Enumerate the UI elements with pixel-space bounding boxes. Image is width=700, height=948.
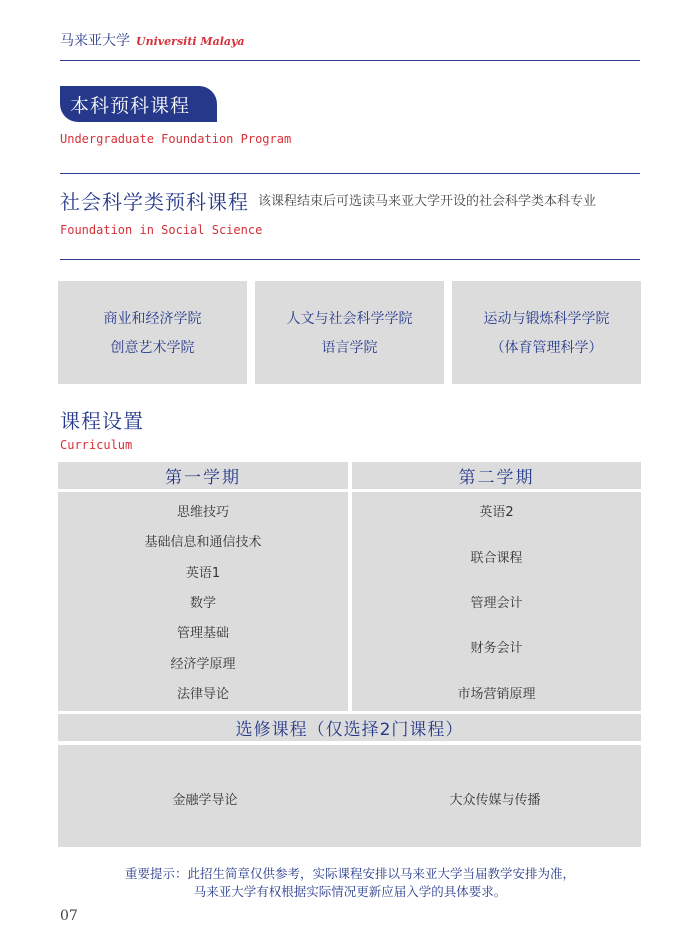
semester2-header	[352, 462, 641, 489]
program-title: 本科预科课程	[70, 94, 191, 117]
faculty-line: 创意艺术学院	[110, 340, 195, 356]
section-divider-top	[60, 173, 640, 174]
list-item: 管理基础	[176, 626, 229, 641]
program-title-badge	[60, 86, 217, 122]
list-item: 经济学原理	[170, 657, 236, 672]
section-divider-bottom	[60, 259, 640, 260]
faculty-box-humanities	[255, 281, 444, 384]
faculty-line: 运动与锻炼科学学院	[483, 311, 610, 327]
semester2-label: 第二学期	[458, 468, 535, 488]
list-item: 联合课程	[470, 551, 523, 566]
electives-header	[58, 714, 641, 741]
faculty-box-business	[58, 281, 247, 384]
electives-label: 选修课程（仅选择2门课程）	[235, 720, 464, 740]
list-item: 基础信息和通信技术	[144, 535, 262, 550]
header	[60, 30, 245, 52]
list-item: 管理会计	[470, 596, 523, 611]
curriculum-title: 课程设置	[60, 409, 144, 433]
notice-line-1: 重要提示：此招生简章仅供参考，实际课程安排以马来亚大学当届教学安排为准，	[124, 866, 575, 881]
faculty-line: （体育管理科学）	[490, 340, 603, 356]
notice-line-2: 马来亚大学有权根据实际情况更新应届入学的具体要求。	[193, 884, 507, 899]
faculty-line: 语言学院	[321, 340, 378, 356]
semester1-header	[58, 462, 348, 489]
page-number: 07	[60, 908, 78, 924]
header-en-title: Universiti Malaya	[136, 35, 245, 48]
list-item: 市场营销原理	[457, 687, 536, 702]
list-item: 数学	[189, 596, 216, 611]
faculty-line: 人文与社会科学学院	[286, 311, 413, 327]
section-subtitle: Foundation in Social Science	[60, 223, 263, 237]
curriculum-subtitle: Curriculum	[60, 438, 133, 452]
list-item: 英语1	[185, 566, 221, 581]
list-item: 大众传媒与传播	[449, 793, 541, 808]
list-item: 法律导论	[176, 687, 229, 702]
semester2-course-list	[352, 492, 641, 711]
section-note: 该课程结束后可选读马来亚大学开设的社会科学类本科专业	[258, 194, 597, 209]
list-item: 财务会计	[470, 641, 523, 656]
faculty-line: 商业和经济学院	[103, 311, 202, 327]
semester1-label: 第一学期	[165, 468, 241, 488]
header-cn-title: 马来亚大学	[60, 33, 130, 49]
list-item: 思维技巧	[176, 505, 229, 520]
faculty-box-sports	[452, 281, 641, 384]
header-divider	[60, 60, 640, 61]
list-item: 英语2	[479, 505, 514, 520]
section-title: 社会科学类预科课程	[60, 190, 249, 214]
list-item: 金融学导论	[172, 793, 238, 808]
semester1-course-list	[58, 492, 348, 711]
program-subtitle: Undergraduate Foundation Program	[60, 132, 292, 146]
